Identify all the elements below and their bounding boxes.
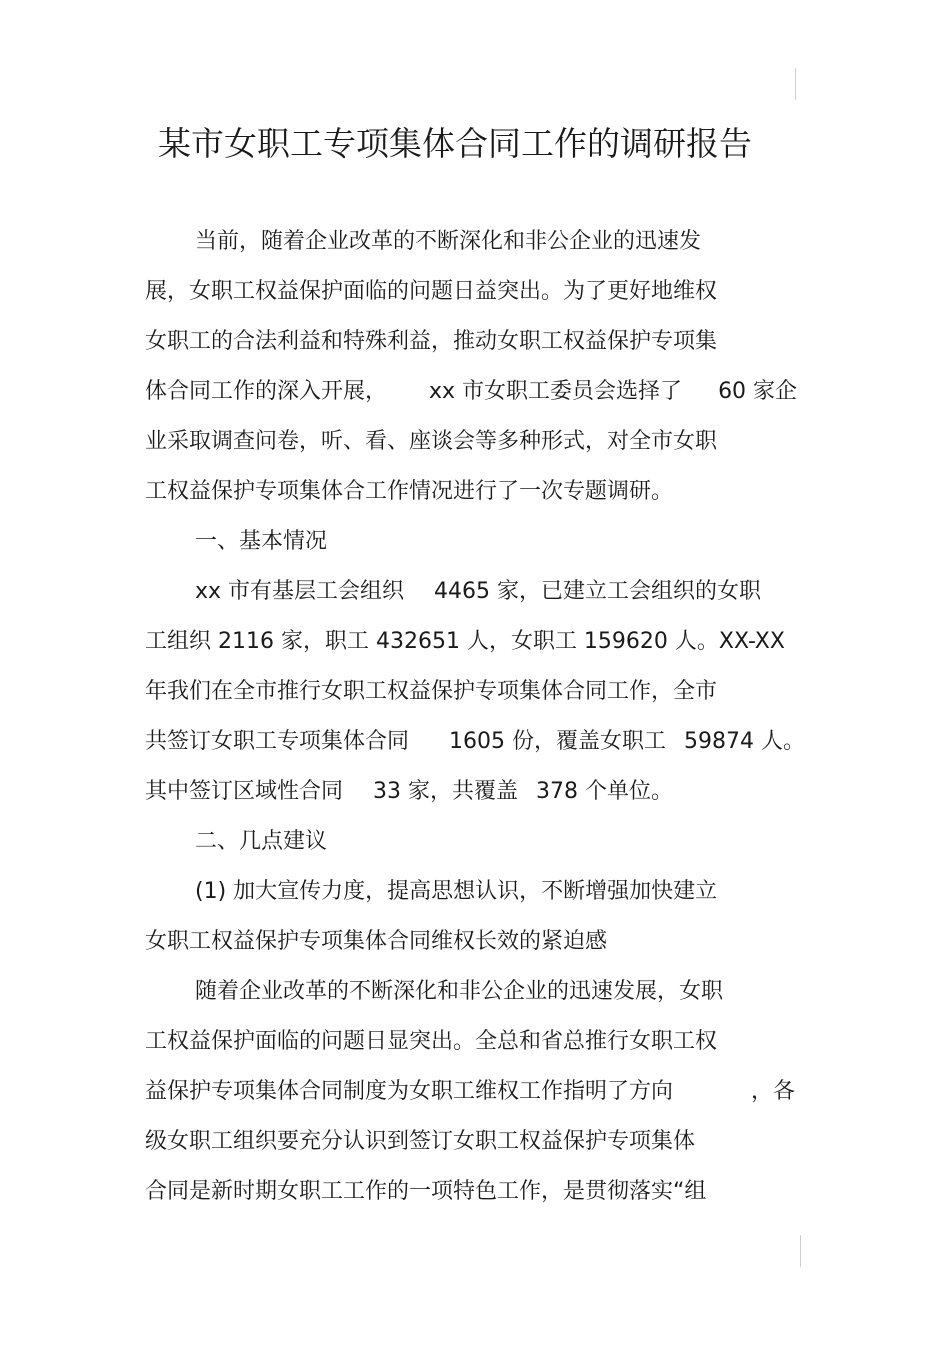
paragraph-line: 级女职工组织要充分认识到签订女职工权益保护专项集体 xyxy=(145,1129,696,1154)
line-segment: xx 市女职工委员会选择了 xyxy=(429,379,683,404)
line-segment: 4465 家，已建立工会组织的女职 xyxy=(434,579,762,604)
paragraph-line: 工权益保护面临的问题日显突出。全总和省总推行女职工权 xyxy=(145,1029,718,1054)
line-segment: 益保护专项集体合同制度为女职工维权工作指明了方向 xyxy=(145,1079,674,1104)
paragraph-line: 工组织 2116 家，职工 432651 人，女职工 159620 人。XX-XX xyxy=(145,629,785,654)
line-segment: 共签订女职工专项集体合同 xyxy=(145,729,410,754)
section-heading: 一、基本情况 xyxy=(195,529,328,554)
paragraph-line xyxy=(145,777,673,807)
paragraph-line: 合同是新时期女职工工作的一项特色工作，是贯彻落实“组 xyxy=(145,1179,707,1204)
paragraph-line: 展，女职工权益保护面临的问题日益突出。为了更好地维权 xyxy=(145,279,718,304)
line-segment: 60 家企 xyxy=(718,379,798,404)
bottom-right-margin-mark xyxy=(800,1235,801,1267)
paragraph-line: 年我们在全市推行女职工权益保护专项集体合同工作，全市 xyxy=(145,679,718,704)
paragraph-line xyxy=(145,727,805,757)
paragraph-line: 业采取调查问卷，听、看、座谈会等多种形式，对全市女职 xyxy=(145,429,718,454)
line-segment: 59874 人。 xyxy=(684,729,805,754)
line-segment: 体合同工作的深入开展， xyxy=(145,379,388,404)
paragraph-line: 女职工的合法利益和特殊利益，推动女职工权益保护专项集 xyxy=(145,329,718,354)
document-title: 某市女职工专项集体合同工作的调研报告 xyxy=(158,124,752,163)
paragraph-line: 工权益保护专项集体合工作情况进行了一次专题调研。 xyxy=(145,479,674,504)
paragraph-line xyxy=(145,377,797,407)
line-segment: 378 个单位。 xyxy=(536,779,674,804)
line-segment: 33 家，共覆盖 xyxy=(373,779,519,804)
subsection-heading: 女职工权益保护专项集体合同维权长效的紧迫感 xyxy=(145,929,608,954)
subsection-heading: (1) 加大宣传力度，提高思想认识，不断增强加快建立 xyxy=(195,879,718,904)
paragraph-line: 当前，随着企业改革的不断深化和非公企业的迅速发 xyxy=(195,229,702,254)
paragraph-line xyxy=(195,577,761,607)
top-right-margin-mark xyxy=(795,68,796,100)
paragraph-line xyxy=(145,1077,795,1107)
paragraph-line: 随着企业改革的不断深化和非公企业的迅速发展，女职 xyxy=(195,979,724,1004)
line-segment: 1605 份，覆盖女职工 xyxy=(449,729,666,754)
line-segment: xx 市有基层工会组织 xyxy=(195,579,405,604)
section-heading: 二、几点建议 xyxy=(195,829,328,854)
line-segment: 其中签订区域性合同 xyxy=(145,779,344,804)
line-segment: ，各 xyxy=(751,1079,796,1104)
